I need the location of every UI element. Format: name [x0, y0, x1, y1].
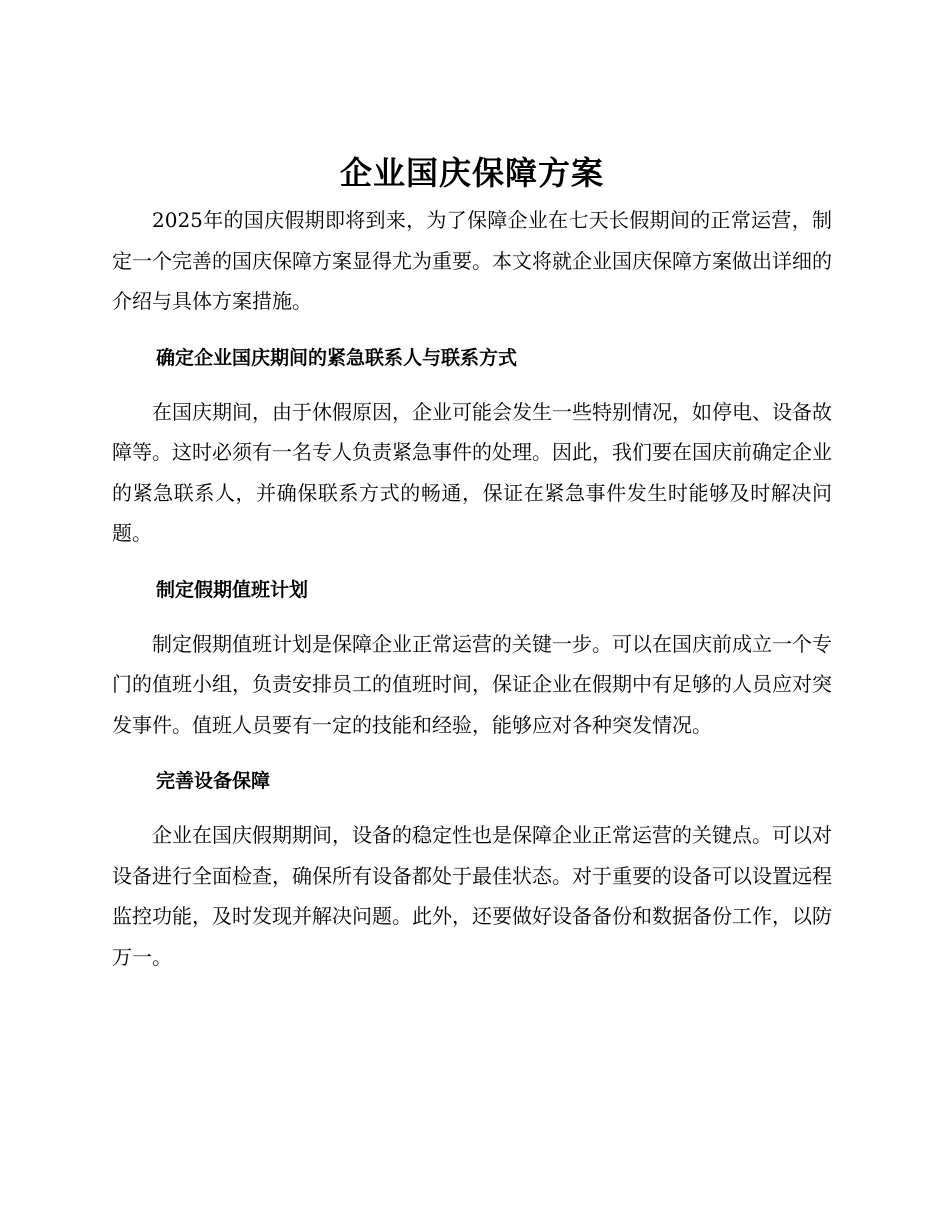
document-title: 企业国庆保障方案 — [339, 154, 604, 192]
section-body-duty-plan: 制定假期值班计划是保障企业正常运营的关键一步。可以在国庆前成立一个专门的值班小组，负责安排员工的值班时间，保证企业在假期中有足够的人员应对突发事件。值班人员要有一定的技能和经验，能够应对各种突发情况。 — [112, 631, 832, 737]
section-body-equipment: 企业在国庆假期期间，设备的稳定性也是保障企业正常运营的关键点。可以对设备进行全面检查，确保所有设备都处于最佳状态。对于重要的设备可以设置远程监控功能，及时发现并解决问题。此外，还要做好设备备份和数据备份工作，以防万一。 — [112, 823, 832, 969]
section-heading-equipment: 完善设备保障 — [156, 770, 271, 792]
document-page — [112, 150, 832, 977]
section-heading-emergency-contact: 确定企业国庆期间的紧急联系人与联系方式 — [156, 346, 518, 369]
section-body-emergency-contact: 在国庆期间，由于休假原因，企业可能会发生一些特别情况，如停电、设备故障等。这时必须有一名专人负责紧急事件的处理。因此，我们要在国庆前确定企业的紧急联系人，并确保联系方式的畅通，保证在紧急事件发生时能够及时解决问题。 — [112, 399, 832, 545]
intro-paragraph: 2025年的国庆假期即将到来，为了保障企业在七天长假期间的正常运营，制定一个完善的国庆保障方案显得尤为重要。本文将就企业国庆保障方案做出详细的介绍与具体方案措施。 — [112, 208, 832, 313]
section-heading-duty-plan: 制定假期值班计划 — [156, 578, 309, 601]
